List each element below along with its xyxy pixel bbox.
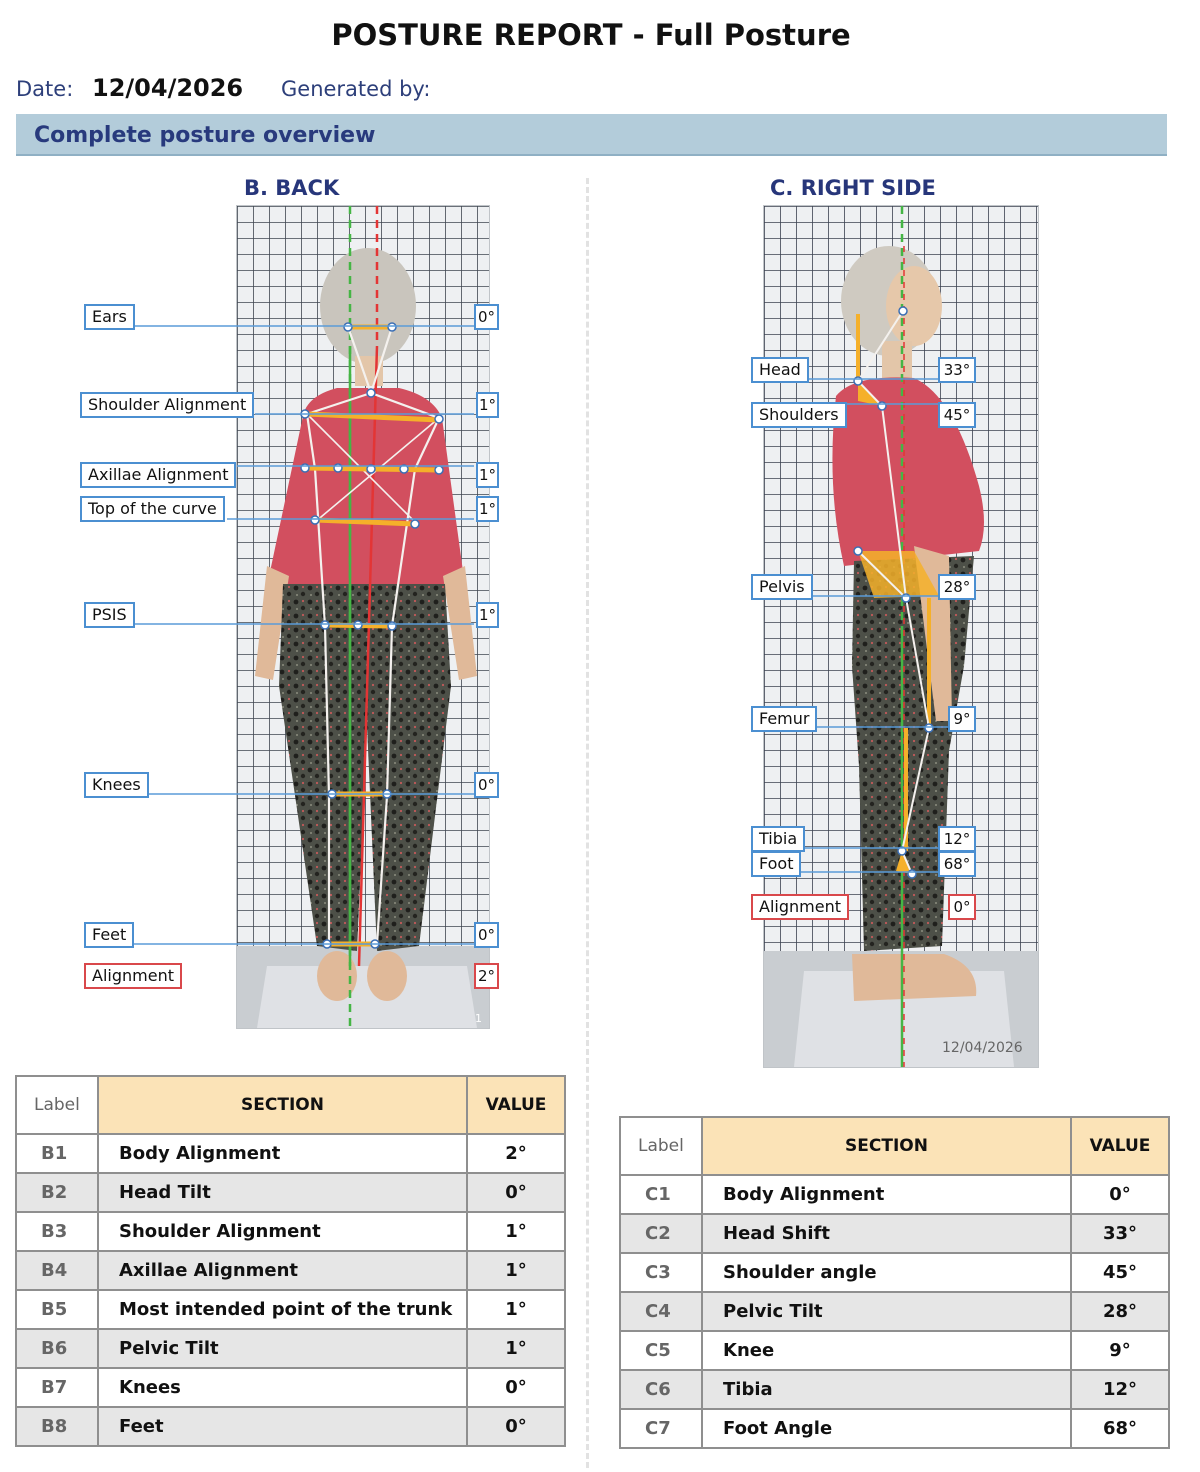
row-label: C7 xyxy=(620,1409,702,1448)
row-value: 28° xyxy=(1071,1292,1169,1331)
back-label-psis: PSIS xyxy=(84,602,135,628)
table-header-row xyxy=(16,1076,565,1134)
row-value: 1° xyxy=(467,1290,565,1329)
row-label: C4 xyxy=(620,1292,702,1331)
row-value: 0° xyxy=(467,1407,565,1446)
side-value-alignment: 0° xyxy=(948,894,976,920)
row-section: Head Shift xyxy=(702,1214,1071,1253)
back-label-alignment: Alignment xyxy=(84,963,182,989)
row-value: 33° xyxy=(1071,1214,1169,1253)
row-label: B7 xyxy=(16,1368,98,1407)
row-section: Most intended point of the trunk xyxy=(98,1290,467,1329)
section-band-title: Complete posture overview xyxy=(34,123,376,148)
row-value: 68° xyxy=(1071,1409,1169,1448)
row-section: Feet xyxy=(98,1407,467,1446)
header-value: VALUE xyxy=(467,1076,565,1134)
side-label-shoulders: Shoulders xyxy=(751,402,847,428)
back-value-psis: 1° xyxy=(476,602,499,628)
table-row xyxy=(620,1331,1169,1370)
back-label-shoulder: Shoulder Alignment xyxy=(80,392,254,418)
row-section: Pelvic Tilt xyxy=(98,1329,467,1368)
row-label: C3 xyxy=(620,1253,702,1292)
back-label-knees: Knees xyxy=(84,772,149,798)
side-value-head: 33° xyxy=(938,357,976,383)
row-section: Knees xyxy=(98,1368,467,1407)
table-row xyxy=(620,1370,1169,1409)
row-section: Body Alignment xyxy=(702,1175,1071,1214)
header-value: VALUE xyxy=(1071,1117,1169,1175)
row-label: C5 xyxy=(620,1331,702,1370)
row-section: Shoulder Alignment xyxy=(98,1212,467,1251)
row-section: Foot Angle xyxy=(702,1409,1071,1448)
side-photo-date: 12/04/2026 xyxy=(942,1040,1023,1056)
generated-by-label: Generated by: xyxy=(281,77,431,101)
row-label: B8 xyxy=(16,1407,98,1446)
row-value: 1° xyxy=(467,1329,565,1368)
side-value-tibia: 12° xyxy=(938,826,976,852)
back-label-axillae: Axillae Alignment xyxy=(80,462,236,488)
row-label: B4 xyxy=(16,1251,98,1290)
back-value-shoulder: 1° xyxy=(476,392,499,418)
table-row xyxy=(16,1329,565,1368)
side-value-shoulders: 45° xyxy=(938,402,976,428)
row-section: Pelvic Tilt xyxy=(702,1292,1071,1331)
table-row xyxy=(620,1175,1169,1214)
back-value-alignment: 2° xyxy=(474,963,499,989)
header-label: Label xyxy=(16,1076,98,1134)
row-label: B1 xyxy=(16,1134,98,1173)
row-label: C1 xyxy=(620,1175,702,1214)
header-section: SECTION xyxy=(702,1117,1071,1175)
side-label-foot: Foot xyxy=(751,851,801,877)
report-title: POSTURE REPORT - Full Posture xyxy=(331,18,851,52)
row-section: Tibia xyxy=(702,1370,1071,1409)
side-label-head: Head xyxy=(751,357,809,383)
back-photo-mark: 1 xyxy=(475,1012,482,1025)
row-section: Shoulder angle xyxy=(702,1253,1071,1292)
row-value: 9° xyxy=(1071,1331,1169,1370)
side-results-table xyxy=(619,1116,1170,1449)
back-value-feet: 0° xyxy=(474,922,499,948)
table-row xyxy=(16,1173,565,1212)
back-value-ears: 0° xyxy=(474,304,499,330)
row-value: 2° xyxy=(467,1134,565,1173)
header-section: SECTION xyxy=(98,1076,467,1134)
table-row xyxy=(620,1409,1169,1448)
table-row xyxy=(16,1251,565,1290)
table-header-row xyxy=(620,1117,1169,1175)
row-label: C2 xyxy=(620,1214,702,1253)
side-label-pelvis: Pelvis xyxy=(751,574,813,600)
table-row xyxy=(16,1134,565,1173)
side-view-title: C. RIGHT SIDE xyxy=(770,176,936,200)
table-row xyxy=(620,1292,1169,1331)
row-value: 1° xyxy=(467,1212,565,1251)
table-row xyxy=(16,1407,565,1446)
side-value-femur: 9° xyxy=(948,706,976,732)
row-label: B6 xyxy=(16,1329,98,1368)
row-label: B2 xyxy=(16,1173,98,1212)
back-label-top-curve: Top of the curve xyxy=(80,496,225,522)
table-row xyxy=(16,1290,565,1329)
row-value: 45° xyxy=(1071,1253,1169,1292)
row-value: 0° xyxy=(1071,1175,1169,1214)
row-section: Knee xyxy=(702,1331,1071,1370)
side-value-foot: 68° xyxy=(938,851,976,877)
row-label: B5 xyxy=(16,1290,98,1329)
back-value-knees: 0° xyxy=(474,772,499,798)
table-row xyxy=(16,1212,565,1251)
row-section: Axillae Alignment xyxy=(98,1251,467,1290)
back-value-top-curve: 1° xyxy=(476,496,499,522)
row-label: C6 xyxy=(620,1370,702,1409)
side-label-tibia: Tibia xyxy=(751,826,805,852)
side-value-pelvis: 28° xyxy=(938,574,976,600)
row-value: 0° xyxy=(467,1368,565,1407)
back-label-ears: Ears xyxy=(84,304,135,330)
row-label: B3 xyxy=(16,1212,98,1251)
back-value-axillae: 1° xyxy=(476,462,499,488)
row-value: 12° xyxy=(1071,1370,1169,1409)
back-view-title: B. BACK xyxy=(244,176,340,200)
header-label: Label xyxy=(620,1117,702,1175)
back-label-feet: Feet xyxy=(84,922,134,948)
back-results-table xyxy=(15,1075,566,1447)
side-label-femur: Femur xyxy=(751,706,817,732)
table-row xyxy=(620,1214,1169,1253)
date-label: Date: xyxy=(16,77,74,101)
row-value: 0° xyxy=(467,1173,565,1212)
date-value: 12/04/2026 xyxy=(92,74,244,102)
row-section: Head Tilt xyxy=(98,1173,467,1212)
table-row xyxy=(16,1368,565,1407)
side-label-alignment: Alignment xyxy=(751,894,849,920)
row-section: Body Alignment xyxy=(98,1134,467,1173)
table-row xyxy=(620,1253,1169,1292)
row-value: 1° xyxy=(467,1251,565,1290)
